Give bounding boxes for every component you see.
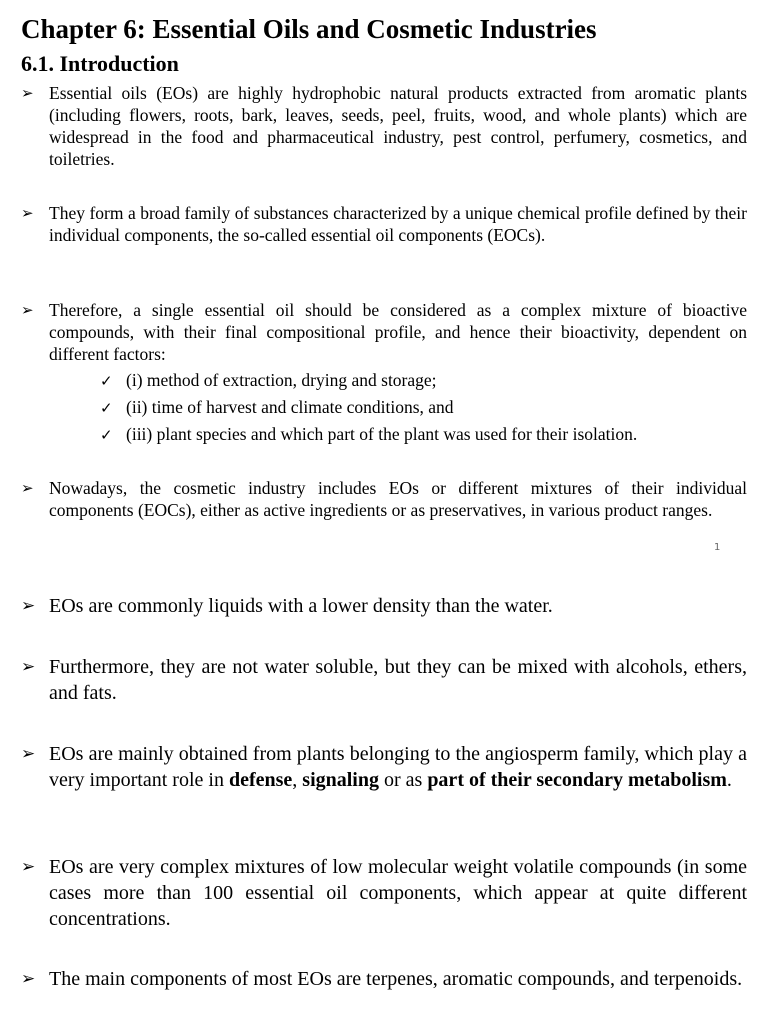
arrow-bullet-icon: ➢ <box>21 301 34 319</box>
bullet-text: Essential oils (EOs) are highly hydrophobic natural products extracted from aromatic plants (including flowers, roots, bark, leaves, seeds, peel, fruits, wood, and whole plants) which are widespread in the food and pharmaceutical industry, pest control, perfumery, cosmetics, and toiletries. <box>49 83 747 169</box>
checkmark-icon: ✓ <box>100 426 113 444</box>
bullet-item <box>21 477 747 521</box>
factor-text: (iii) plant species and which part of the plant was used for their isolation. <box>126 424 638 444</box>
bullet-item <box>21 82 747 170</box>
page-number: 1 <box>714 542 721 553</box>
arrow-bullet-icon: ➢ <box>21 657 36 677</box>
bullet-text: Furthermore, they are not water soluble, but they can be mixed with alcohols, ethers, and fats. <box>49 656 747 704</box>
bullet-item <box>21 593 747 619</box>
chapter-title: Chapter 6: Essential Oils and Cosmetic Industries <box>21 14 597 44</box>
bullet-text: Nowadays, the cosmetic industry includes EOs or different mixtures of their individual components (EOCs), either as active ingredients or as preservatives, in various product ranges. <box>49 478 747 520</box>
bullet-text-segment: . <box>726 769 732 791</box>
arrow-bullet-icon: ➢ <box>21 596 36 616</box>
bullet-text-segment: or as <box>378 769 428 791</box>
arrow-bullet-icon: ➢ <box>21 857 36 877</box>
emphasis-secondary-metabolism: part of their secondary metabolism <box>427 769 727 791</box>
checkmark-icon: ✓ <box>100 372 113 390</box>
bullet-text-segment: EOs are mainly obtained from plants belonging to the angiosperm family, which play a very important role in <box>49 743 747 791</box>
factor-text: (ii) time of harvest and climate conditions, and <box>126 397 454 417</box>
bullet-text: EOs are commonly liquids with a lower density than the water. <box>49 595 553 617</box>
checkmark-icon: ✓ <box>100 399 113 417</box>
arrow-bullet-icon: ➢ <box>21 204 34 222</box>
bullet-text <box>49 741 747 793</box>
arrow-bullet-icon: ➢ <box>21 969 36 989</box>
bullet-text: They form a broad family of substances characterized by a unique chemical profile defined by their individual components, the so-called essential oil components (EOCs). <box>49 203 747 245</box>
arrow-bullet-icon: ➢ <box>21 744 36 764</box>
bullet-item <box>21 741 747 793</box>
bullet-text: Therefore, a single essential oil should be considered as a complex mixture of bioactive compounds, with their final compositional profile, and hence their bioactivity, dependent on different factors: <box>49 300 747 364</box>
bullet-item <box>21 966 747 992</box>
section-title: 6.1. Introduction <box>21 51 179 76</box>
factor-text: (i) method of extraction, drying and storage; <box>126 370 437 390</box>
bullet-item <box>21 202 747 246</box>
bullet-text: EOs are very complex mixtures of low molecular weight volatile compounds (in some cases more than 100 essential oil components, which appear at quite different concentrations. <box>49 856 747 930</box>
bullet-item <box>21 299 747 365</box>
emphasis-signaling: signaling <box>302 769 379 791</box>
arrow-bullet-icon: ➢ <box>21 479 34 497</box>
emphasis-defense: defense <box>228 769 293 791</box>
arrow-bullet-icon: ➢ <box>21 84 34 102</box>
bullet-item <box>21 854 747 932</box>
bullet-text-segment: , <box>292 769 303 791</box>
factor-item <box>100 396 454 419</box>
factor-item <box>100 369 437 392</box>
bullet-item <box>21 654 747 706</box>
bullet-text: The main components of most EOs are terpenes, aromatic compounds, and terpenoids. <box>49 968 743 990</box>
factor-item <box>100 423 637 446</box>
